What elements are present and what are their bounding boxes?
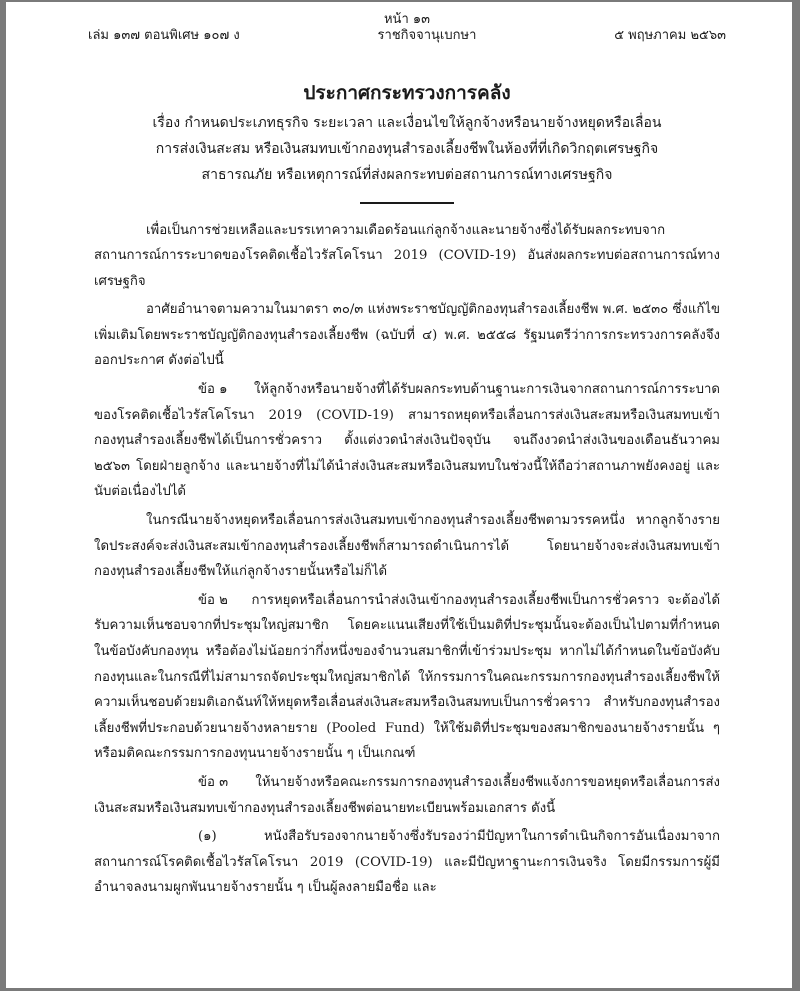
clause-3-label: ข้อ ๓ [198,774,229,790]
preamble-paragraph: เพื่อเป็นการช่วยเหลือและบรรเทาความเดือดร้อนแก่ลูกจ้างและนายจ้างซึ่งได้รับผลกระทบจากสถานการณ์การระบาดของโรคติดเชื้อไวรัสโคโรนา 2019 (COVID-19) อันส่งผลกระทบต่อสถานการณ์ทางเศรษฐกิจ [94,222,720,289]
gazette-header [88,26,726,46]
clause-3-item-1: (๑) หนังสือรับรองจากนายจ้างซึ่งรับรองว่ามีปัญหาในการดำเนินกิจการอันเนื่องมาจากสถานการณ์โรคติดเชื้อไวรัสโคโรนา 2019 (COVID-19) และมีปัญหาฐานะการเงินจริง โดยมีกรรมการผู้มีอำนาจลงนามผูกพันนายจ้างรายนั้น ๆ เป็นผู้ลงลายมือชื่อ และ [94,829,720,896]
clause-1-text: ให้ลูกจ้างหรือนายจ้างที่ได้รับผลกระทบด้านฐานะการเงินจากสถานการณ์การระบาดของโรคติดเชื้อไวรัสโคโรนา 2019 (COVID-19) สามารถหยุดหรือเลื่อนการส่งเงินสะสมหรือเงินสมทบเข้ากองทุนสำรองเลี้ยงชีพได้เป็นการชั่วคราว ตั้งแต่งวดนำส่งเงินปัจจุบัน จนถึงงวดนำส่งเงินของเดือนธันวาคม ๒๕๖๓ โดยฝ่ายลูกจ้าง และนายจ้างที่ไม่ได้นำส่งเงินสะสมหรือเงินสมทบในช่วงนี้ให้ถือว่าสถานภาพยังคงอยู่ และนับต่อเนื่องไปได้ [94,382,720,500]
clause-1 [94,377,720,505]
gazette-page [6,2,792,988]
clause-2-label: ข้อ ๒ [198,592,228,608]
clause-2-text: การหยุดหรือเลื่อนการนำส่งเงินเข้ากองทุนสำรองเลี้ยงชีพเป็นการชั่วคราว จะต้องได้รับความเห็นชอบจากที่ประชุมใหญ่สมาชิก โดยคะแนนเสียงที่ใช้เป็นมติที่ประชุมนั้นจะต้องเป็นไปตามที่กำหนดในข้อบังคับกองทุน หรือต้องไม่น้อยกว่ากึ่งหนึ่งของจำนวนสมาชิกที่เข้าร่วมประชุม หากไม่ได้กำหนดในข้อบังคับกองทุนและในกรณีที่ไม่สามารถจัดประชุมใหญ่สมาชิกได้ ให้กรรมการในคณะกรรมการกองทุนสำรองเลี้ยงชีพให้ความเห็นชอบด้วยมติเอกฉันท์ให้หยุดหรือเลื่อนส่งเงินสะสมหรือเงินสมทบเป็นการชั่วคราว สำหรับกองทุนสำรองเลี้ยงชีพที่ประกอบด้วยนายจ้างหลายราย (Pooled Fund) ให้ใช้มติที่ประชุมของสมาชิกของนายจ้างรายนั้น ๆ หรือมติคณะกรรมการกองทุนนายจ้างรายนั้น ๆ เป็นเกณฑ์ [94,592,721,762]
clause-1-paragraph-2: ในกรณีนายจ้างหยุดหรือเลื่อนการส่งเงินสมทบเข้ากองทุนสำรองเลี้ยงชีพตามวรรคหนึ่ง หากลูกจ้างรายใดประสงค์จะส่งเงินสะสมเข้ากองทุนสำรองเลี้ยงชีพก็สามารถดำเนินการได้ โดยนายจ้างจะส่งเงินสมทบเข้ากองทุนสำรองเลี้ยงชีพให้แก่ลูกจ้างรายนั้นหรือไม่ก็ได้ [94,513,720,580]
clause-3-text: ให้นายจ้างหรือคณะกรรมการกองทุนสำรองเลี้ยงชีพแจ้งการขอหยุดหรือเลื่อนการส่งเงินสะสมหรือเงินสมทบเข้ากองทุนสำรองเลี้ยงชีพต่อนายทะเบียนพร้อมเอกสาร ดังนี้ [94,774,720,816]
clause-1-label: ข้อ ๑ [198,382,228,398]
title-divider [360,202,454,204]
volume-info: เล่ม ๑๓๗ ตอนพิเศษ ๑๐๗ ง [88,28,240,43]
announcement-subject [94,110,720,188]
clause-2 [94,588,720,767]
subject-line: เรื่อง กำหนดประเภทธุรกิจ ระยะเวลา และเงื่อนไขให้ลูกจ้างหรือนายจ้างหยุดหรือเลื่อน [152,115,662,131]
publication-date: ๕ พฤษภาคม ๒๕๖๓ [614,28,726,43]
page-number: หน้า ๑๓ [383,12,431,27]
subject-line: การส่งเงินสะสม หรือเงินสมทบเข้ากองทุนสำรองเลี้ยงชีพในห้องที่ที่เกิดวิกฤตเศรษฐกิจ [155,141,659,157]
publication-name: ราชกิจจานุเบกษา [377,28,477,43]
announcement-title: ประกาศกระทรวงการคลัง [303,82,511,104]
subject-line: สาธารณภัย หรือเหตุการณ์ที่ส่งผลกระทบต่อสถานการณ์ทางเศรษฐกิจ [201,167,613,183]
authority-paragraph: อาศัยอำนาจตามความในมาตรา ๓๐/๓ แห่งพระราชบัญญัติกองทุนสำรองเลี้ยงชีพ พ.ศ. ๒๕๓๐ ซึ่งแก้ไขเพิ่มเติมโดยพระราชบัญญัติกองทุนสำรองเลี้ยงชีพ (ฉบับที่ ๔) พ.ศ. ๒๕๕๘ รัฐมนตรีว่าการกระทรวงการคลังจึงออกประกาศ ดังต่อไปนี้ [94,302,720,369]
clause-3 [94,770,720,821]
